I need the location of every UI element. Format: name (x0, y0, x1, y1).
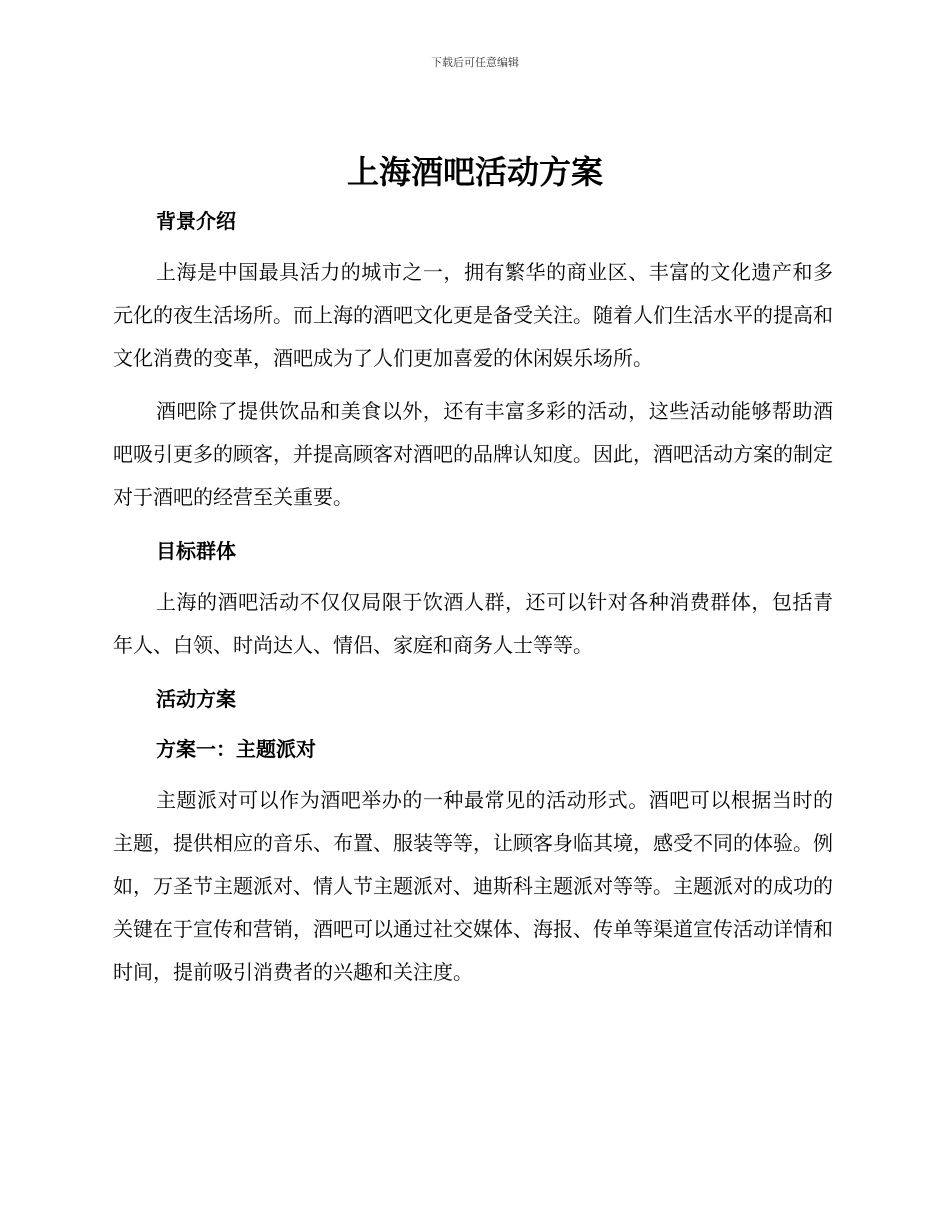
background-paragraph-1: 上海是中国最具活力的城市之一，拥有繁华的商业区、丰富的文化遗产和多元化的夜生活场所。而上海的酒吧文化更是备受关注。随着人们生活水平的提高和文化消费的变革，酒吧成为了人们更加喜爱的休闲娱乐场所。 (113, 260, 833, 370)
subsection-heading-plan-1: 方案一：主题派对 (156, 737, 316, 761)
section-heading-target: 目标群体 (156, 539, 236, 563)
plan-1-paragraph-1: 主题派对可以作为酒吧举办的一种最常见的活动形式。酒吧可以根据当时的主题，提供相应的音乐、布置、服装等等，让顾客身临其境，感受不同的体验。例如，万圣节主题派对、情人节主题派对、迪斯科主题派对等等。主题派对的成功的关键在于宣传和营销，酒吧可以通过社交媒体、海报、传单等渠道宣传活动详情和时间，提前吸引消费者的兴趣和关注度。 (113, 788, 833, 984)
target-paragraph-1: 上海的酒吧活动不仅仅局限于饮酒人群，还可以针对各种消费群体，包括青年人、白领、时尚达人、情侣、家庭和商务人士等等。 (113, 590, 833, 657)
section-heading-background: 背景介绍 (156, 209, 236, 233)
document-body (113, 201, 833, 994)
document-title: 上海酒吧活动方案 (346, 153, 603, 191)
background-paragraph-2: 酒吧除了提供饮品和美食以外，还有丰富多彩的活动，这些活动能够帮助酒吧吸引更多的顾客，并提高顾客对酒吧的品牌认知度。因此，酒吧活动方案的制定对于酒吧的经营至关重要。 (113, 399, 833, 509)
page-header-note: 下载后可任意编辑 (431, 56, 519, 69)
section-heading-plan: 活动方案 (156, 687, 236, 711)
